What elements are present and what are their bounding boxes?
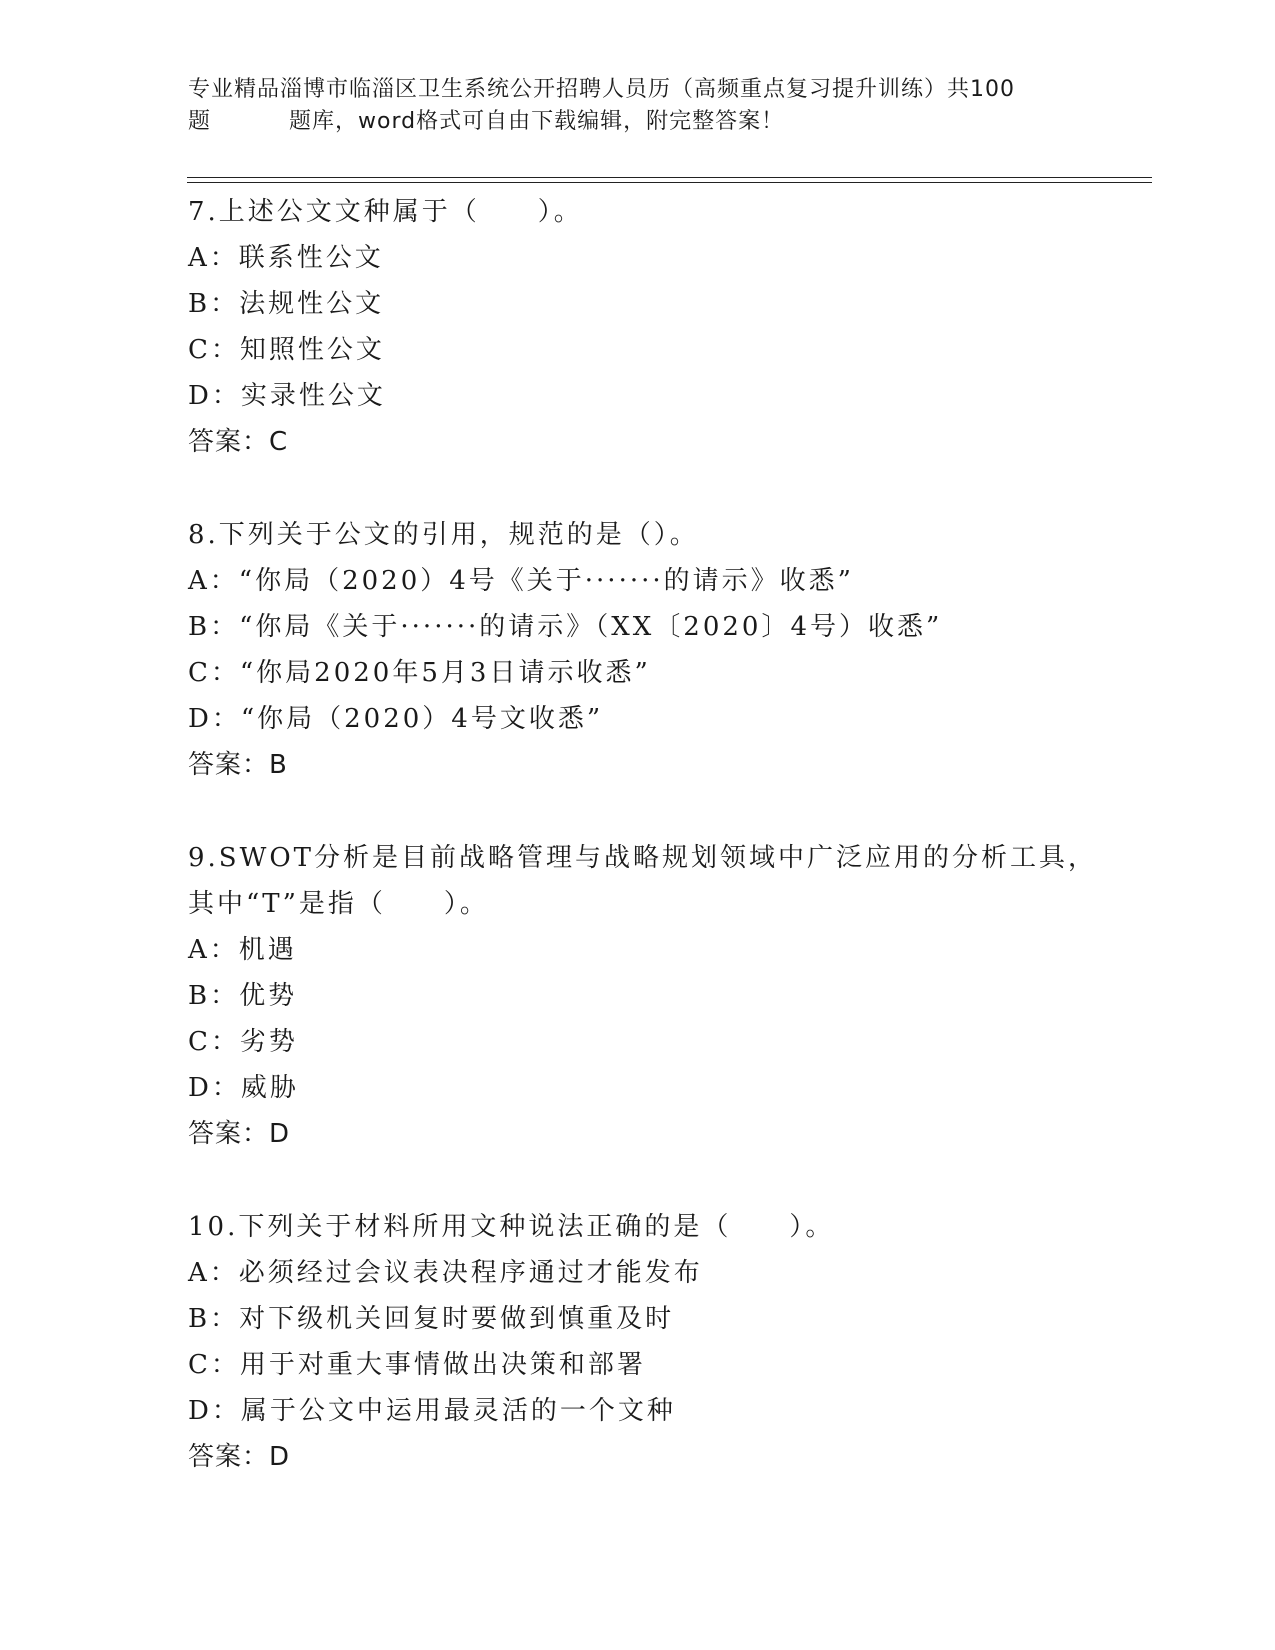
question-stem-continued: 其中“T”是指（ ）。 (188, 889, 489, 919)
question-9 (188, 835, 1148, 1157)
question-stem: 10.下列关于材料所用文种说法正确的是（ ）。 (188, 1212, 835, 1242)
question-7 (188, 189, 1148, 465)
answer: 答案：B (188, 750, 288, 780)
question-list (188, 189, 1148, 1527)
header-line-2-left: 题 (188, 109, 212, 134)
option-b: B：优势 (188, 981, 298, 1011)
header-line-2-right: 题库，word格式可自由下载编辑，附完整答案！ (289, 109, 785, 134)
option-a: A：机遇 (188, 935, 297, 965)
option-c: C：用于对重大事情做出决策和部署 (188, 1350, 646, 1380)
answer: 答案：D (188, 1442, 291, 1472)
option-c: C：劣势 (188, 1027, 298, 1057)
option-c: C：知照性公文 (188, 335, 385, 365)
header-line-1: 专业精品淄博市临淄区卫生系统公开招聘人员历（高频重点复习提升训练）共100 (188, 77, 1015, 102)
header-line-2 (188, 106, 1148, 138)
option-b: B：法规性公文 (188, 289, 385, 319)
document-header (188, 74, 1148, 138)
option-d: D：属于公文中运用最灵活的一个文种 (188, 1396, 676, 1426)
option-a: A：“你局（2020）4号《关于·······的请示》收悉” (188, 566, 854, 596)
option-b: B：对下级机关回复时要做到慎重及时 (188, 1304, 675, 1334)
option-d: D：“你局（2020）4号文收悉” (188, 704, 604, 734)
question-stem: 7.上述公文文种属于（ ）。 (188, 197, 583, 227)
header-divider-bottom (187, 182, 1152, 183)
question-stem: 8.下列关于公文的引用，规范的是（）。 (188, 520, 699, 550)
option-c: C：“你局2020年5月3日请示收悉” (188, 658, 651, 688)
option-d: D：威胁 (188, 1073, 299, 1103)
option-a: A：联系性公文 (188, 243, 384, 273)
question-stem: 9.SWOT分析是目前战略管理与战略规划领域中广泛应用的分析工具， (188, 843, 1097, 873)
question-10 (188, 1204, 1148, 1480)
answer: 答案：D (188, 1119, 291, 1149)
question-8 (188, 512, 1148, 788)
option-d: D：实录性公文 (188, 381, 386, 411)
header-divider-top (187, 177, 1152, 178)
answer: 答案：C (188, 427, 289, 457)
option-a: A：必须经过会议表决程序通过才能发布 (188, 1258, 703, 1288)
option-b: B：“你局《关于·······的请示》（XX〔2020〕4号）收悉” (188, 612, 943, 642)
